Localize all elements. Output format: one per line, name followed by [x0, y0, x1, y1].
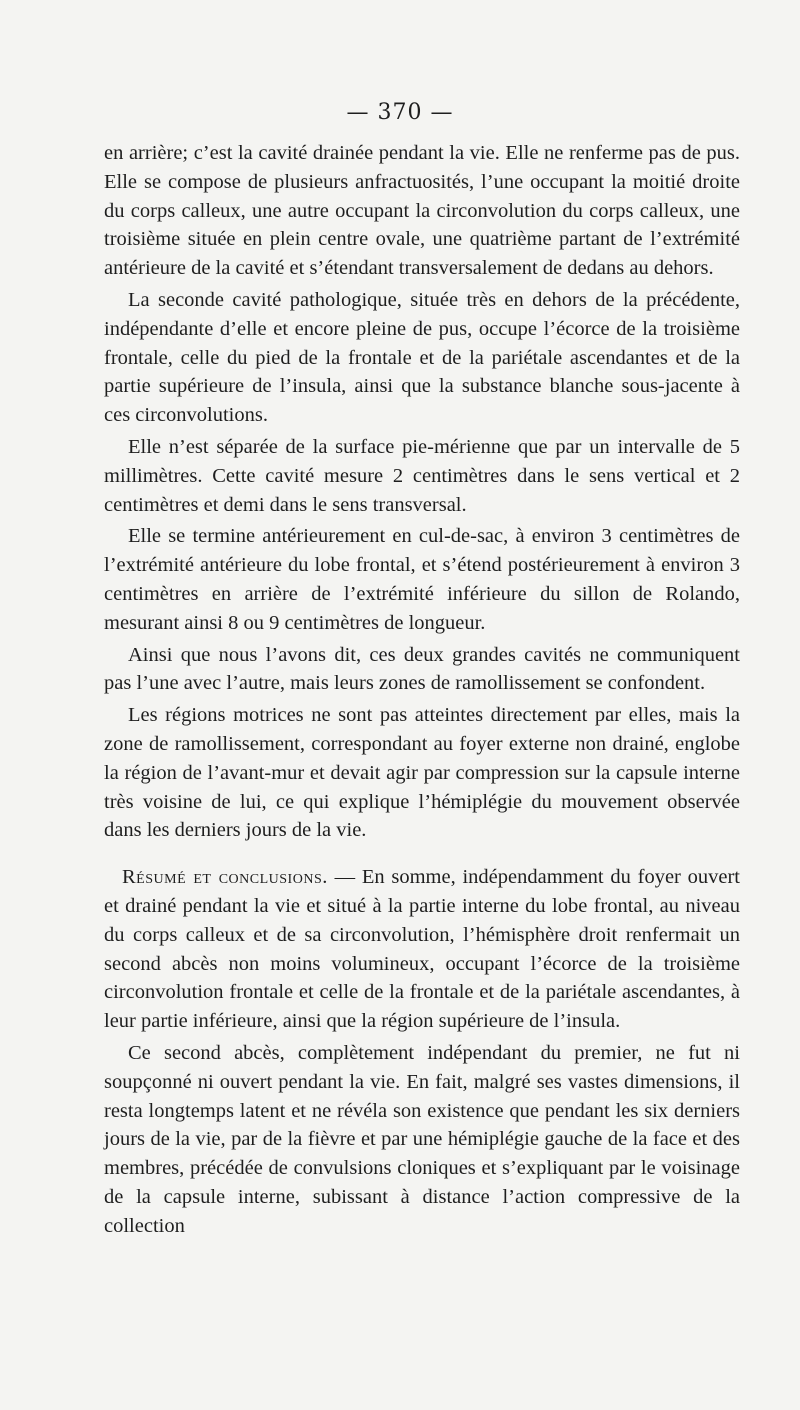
paragraph: La seconde cavité pathologique, située très en dehors de la précédente, indépendante d’elle et encore pleine de pus, occupe l’écorce de la troisième frontale, celle du pied de la frontale et de la pariétale ascendantes et de la partie supérieure de l’insula, ainsi que la substance blanche sous-jacente à ces circonvolutions.: [104, 288, 740, 427]
body-text: [104, 139, 740, 1243]
page-number: — 370 —: [346, 100, 454, 125]
section-heading: Résumé et conclusions.: [122, 866, 328, 889]
paragraph: Elle se termine antérieurement en cul-de-sac, à environ 3 centimètres de l’extrémité antérieure du lobe frontal, et s’étend postérieurement à environ 3 centimètres en arrière de l’extrémité inférieure du sillon de Rolando, mesurant ainsi 8 ou 9 centimètres de longueur.: [104, 525, 740, 634]
summary-paragraph: [104, 863, 740, 1036]
paragraph: Ainsi que nous l’avons dit, ces deux grandes cavités ne communiquent pas l’une avec l’autre, mais leurs zones de ramollissement se confondent.: [104, 643, 740, 695]
paragraph: Elle n’est séparée de la surface pie-mérienne que par un intervalle de 5 millimètres. Cette cavité mesure 2 centimètres dans le sens vertical et 2 centimètres et demi dans le sens transversal.: [104, 435, 740, 516]
paragraph: Ce second abcès, complètement indépendant du premier, ne fut ni soupçonné ni ouvert pendant la vie. En fait, malgré ses vastes dimensions, il resta longtemps latent et ne révéla son existence que pendant les six derniers jours de la vie, par de la fièvre et par une hémiplégie gauche de la face et des membres, précédée de convulsions cloniques et s’expliquant par le voisinage de la capsule interne, subissant à distance l’action compressive de la collection: [104, 1041, 740, 1237]
paragraph: en arrière; c’est la cavité drainée pendant la vie. Elle ne renferme pas de pus. Elle se compose de plusieurs anfractuosités, l’une occupant la moitié droite du corps calleux, une autre occupant la circonvolution du corps calleux, une troisième située en plein centre ovale, une quatrième partant de l’extrémité antérieure de la cavité et s’étendant transversalement de dedans au dehors.: [104, 142, 740, 280]
section-lead-text: — En somme, indépendamment du foyer ouvert et drainé pendant la vie et situé à la partie interne du lobe frontal, au niveau du corps calleux et de sa circonvolution, l’hémisphère droit renfermait un second abcès non moins volumineux, occupant l’écorce de la troisième circonvolution frontale et celle de la frontale et de la pariétale ascendantes, à leur partie inférieure, ainsi que la région supérieure de l’insula.: [104, 866, 740, 1033]
paragraph: Les régions motrices ne sont pas atteintes directement par elles, mais la zone de ramollissement, correspondant au foyer externe non drainé, englobe la région de l’avant-mur et devait agir par compression sur la capsule interne très voisine de lui, ce qui explique l’hémiplégie du mouvement observée dans les derniers jours de la vie.: [104, 704, 740, 842]
